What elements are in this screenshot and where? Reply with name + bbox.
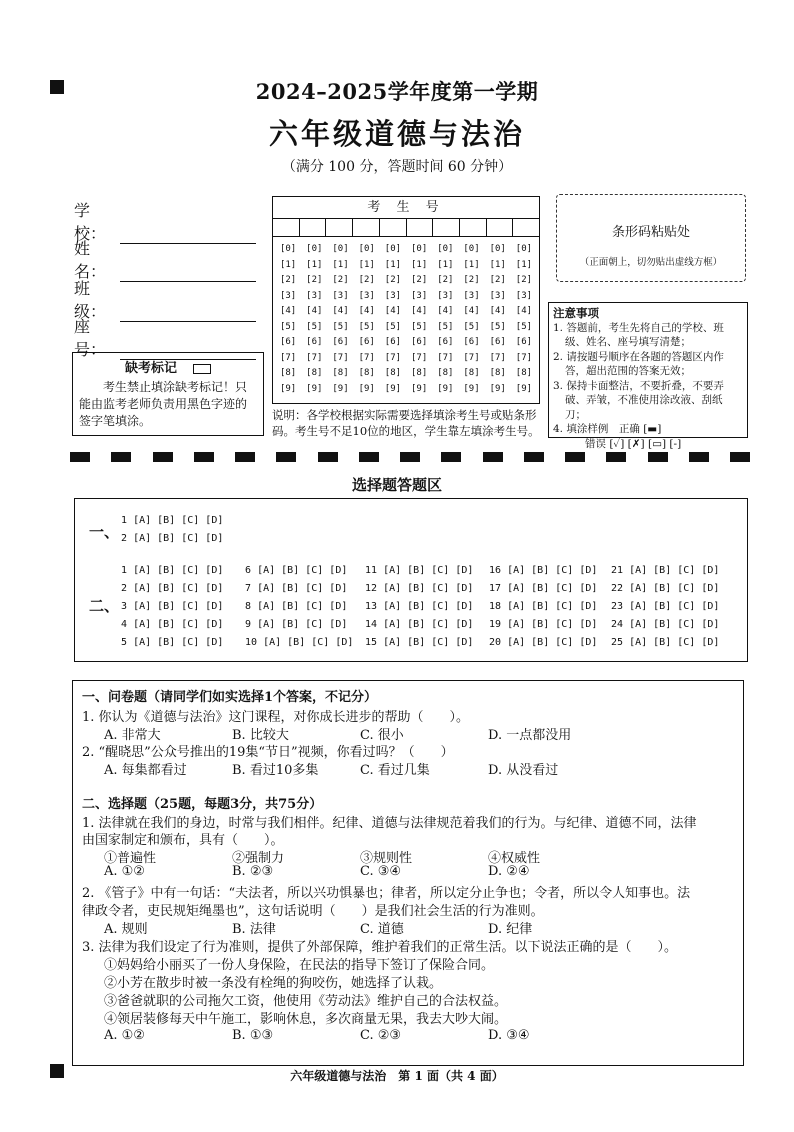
digit-bubble[interactable]: [6] — [358, 337, 375, 347]
exam-id-column[interactable] — [354, 242, 380, 397]
digit-bubble[interactable]: [3] — [515, 290, 533, 301]
notes-item: 2. 请按题号顺序在各题的答题区内作答，超出范围的答案无效； — [553, 350, 724, 377]
answer-row-p2[interactable] — [365, 619, 473, 630]
question-number: 1 — [121, 515, 128, 526]
exam-id-column[interactable] — [485, 242, 511, 397]
answer-row-p2[interactable] — [489, 583, 597, 594]
digit-bubble[interactable]: [8] — [463, 368, 480, 378]
notes-item: 3. 保持卡面整洁，不要折叠，不要弄破、弄皱，不准使用涂改液、刮纸刀； — [553, 379, 724, 421]
digit-bubble[interactable]: [9] — [489, 383, 506, 394]
absent-mark-checkbox[interactable] — [193, 364, 211, 374]
subject-title: 六年级道德与法治 — [268, 117, 525, 151]
digit-bubble[interactable]: [0] — [515, 244, 533, 254]
exam-id-column[interactable] — [458, 242, 484, 397]
digit-bubble[interactable]: [2] — [489, 275, 506, 285]
exam-id-column[interactable] — [406, 242, 432, 397]
question-number: 8 — [245, 601, 252, 612]
question-number: 23 — [611, 601, 624, 612]
section1-title: 一、问卷题（请同学们如实选择1个答案，不记分） — [82, 690, 378, 705]
option: C. ②③ — [360, 1028, 402, 1043]
q2-2-text: 2. 《管子》中有一句话：“夫法者，所以兴功惧暴也；律者，所以定分止争也；令者，所以令人知事也。法 — [82, 886, 691, 901]
notes-title: 注意事项 — [553, 306, 599, 320]
digit-bubble[interactable]: [8] — [410, 368, 428, 378]
question-number: 7 — [245, 583, 252, 594]
digit-bubble[interactable]: [1] — [332, 259, 349, 270]
q2-1-options — [104, 864, 616, 879]
exam-id-bubbles[interactable] — [273, 237, 539, 397]
answer-row-p2[interactable] — [365, 601, 473, 612]
question-number: 16 — [489, 565, 502, 576]
q2-2-options — [104, 918, 616, 937]
exam-id-note: 说明：各学校根据实际需要选择填涂考生号或贴条形码。考生号不足10位的地区，学生靠左填涂考生号。 — [272, 408, 540, 438]
digit-bubble[interactable]: [7] — [332, 352, 349, 363]
answer-row-p2[interactable] — [611, 583, 719, 594]
answer-row-p2[interactable] — [489, 637, 597, 648]
digit-bubble[interactable]: [4] — [489, 306, 506, 316]
digit-bubble[interactable]: [0] — [437, 244, 454, 254]
question-number: 5 — [121, 637, 128, 648]
digit-bubble[interactable]: [7] — [437, 352, 454, 363]
digit-bubble[interactable]: [9] — [358, 383, 375, 394]
digit-bubble[interactable]: [5] — [358, 321, 375, 332]
option: D. ③④ — [488, 1028, 530, 1043]
digit-bubble[interactable]: [2] — [463, 275, 480, 285]
q2-2-text-cont: 律政令者，吏民规矩绳墨也”，这句话说明（ ）是我们社会生活的行为准则。 — [82, 904, 544, 919]
digit-bubble[interactable]: [9] — [279, 383, 297, 394]
answer-sheet — [74, 498, 748, 662]
digit-bubble[interactable]: [8] — [437, 368, 454, 378]
exam-id-column[interactable] — [327, 242, 353, 397]
choice-bubbles[interactable]: [A] [B] [C] [D] — [383, 619, 474, 630]
option: A. 规则 — [104, 922, 148, 937]
option: A. ①② — [104, 1028, 145, 1043]
absent-mark-text: 考生禁止填涂缺考标记！只能由监考老师负责用黑色字迹的签字笔填涂。 — [79, 380, 248, 428]
question-number: 6 — [245, 565, 252, 576]
digit-bubble[interactable]: [6] — [306, 337, 323, 347]
digit-bubble[interactable]: [3] — [279, 290, 297, 301]
absent-mark-box — [72, 352, 264, 436]
digit-bubble[interactable]: [1] — [463, 259, 480, 270]
answer-row-p2[interactable] — [245, 583, 347, 594]
choice-bubbles[interactable]: [A] [B] [C] [D] — [629, 619, 720, 630]
question-number: 10 — [245, 637, 258, 648]
answer-row-p2[interactable] — [489, 601, 597, 612]
digit-bubble[interactable]: [7] — [306, 352, 323, 363]
digit-bubble[interactable]: [9] — [332, 383, 349, 394]
barcode-area — [556, 194, 746, 282]
question-number: 25 — [611, 637, 624, 648]
q2-3-statement: ②小芳在散步时被一条没有栓绳的狗咬伤，她选择了认栽。 — [104, 976, 443, 991]
digit-bubble[interactable]: [4] — [384, 306, 402, 316]
option: A. ①② — [104, 864, 145, 879]
choice-bubbles[interactable]: [A] [B] [C] [D] — [383, 637, 474, 648]
answer-row-p2[interactable] — [245, 637, 353, 648]
answer-row-p2[interactable] — [121, 583, 223, 594]
digit-bubble[interactable]: [9] — [463, 383, 480, 394]
exam-id-write-cells[interactable] — [273, 219, 539, 237]
digit-bubble[interactable]: [3] — [410, 290, 428, 301]
choice-bubbles[interactable]: [A] [B] [C] [D] — [629, 565, 720, 576]
q1-1-text: 1. 你认为《道德与法治》这门课程，对你成长进步的帮助（ ）。 — [82, 710, 470, 725]
answer-row-p1-2[interactable] — [121, 533, 223, 544]
part1-label: 一、 — [89, 523, 120, 541]
statement: ②强制力 — [232, 851, 285, 866]
choice-bubbles[interactable]: [A] [B] [C] [D] — [133, 583, 224, 594]
exam-id-column[interactable] — [301, 242, 327, 397]
question-number: 24 — [611, 619, 624, 630]
q2-3-statement: ④领居装修每天中午施工，影响休息，多次商量无果，我去大吵大闹。 — [104, 1012, 508, 1027]
digit-bubble[interactable]: [0] — [489, 244, 506, 254]
option: D. 从没看过 — [488, 763, 559, 778]
answer-row-p2[interactable] — [365, 583, 473, 594]
digit-bubble[interactable]: [0] — [332, 244, 349, 254]
question-number: 22 — [611, 583, 624, 594]
question-number: 13 — [365, 601, 378, 612]
digit-bubble[interactable]: [7] — [358, 352, 375, 363]
answer-row-p2[interactable] — [245, 565, 347, 576]
q2-1-text-cont: 由国家制定和颁布，具有（ ）。 — [82, 833, 284, 848]
digit-bubble[interactable]: [4] — [332, 306, 349, 316]
part2-label: 二、 — [89, 597, 120, 615]
digit-bubble[interactable]: [2] — [358, 275, 375, 285]
choice-bubbles[interactable]: [A] [B] [C] [D] — [133, 565, 224, 576]
statement: ③规则性 — [360, 851, 413, 866]
digit-bubble[interactable]: [2] — [332, 275, 349, 285]
option: B. ①③ — [232, 1028, 274, 1043]
answer-row-p2[interactable] — [121, 565, 223, 576]
digit-bubble[interactable]: [1] — [384, 259, 402, 270]
choice-bubbles[interactable]: [A] [B] [C] [D] — [383, 583, 474, 594]
digit-bubble[interactable]: [3] — [384, 290, 402, 301]
option: A. 每集都看过 — [104, 763, 187, 778]
digit-bubble[interactable]: [0] — [463, 244, 480, 254]
option: C. 看过几集 — [360, 763, 430, 778]
choice-bubbles[interactable]: [A] [B] [C] [D] — [263, 637, 354, 648]
option: C. 很小 — [360, 728, 404, 743]
digit-bubble[interactable]: [9] — [437, 383, 454, 394]
choice-bubbles[interactable]: [A] [B] [C] [D] — [507, 619, 598, 630]
q1-2-options — [104, 759, 616, 778]
option: C. 道德 — [360, 922, 404, 937]
answer-row-p2[interactable] — [121, 637, 223, 648]
section2-title: 二、选择题（25题，每题3分，共75分） — [82, 797, 323, 812]
absent-mark-title: 缺考标记 — [124, 361, 177, 376]
answer-row-p2[interactable] — [489, 565, 597, 576]
digit-bubble[interactable]: [3] — [358, 290, 375, 301]
option: B. 看过10多集 — [232, 763, 319, 778]
q2-3-options — [104, 1028, 616, 1043]
q1-2-text: 2. “醒晓思”公众号推出的19集“节日”视频，你看过吗？（ ） — [82, 745, 454, 760]
digit-bubble[interactable]: [2] — [410, 275, 428, 285]
choice-bubbles[interactable]: [A] [B] [C] [D] — [507, 637, 598, 648]
option: C. ③④ — [360, 864, 402, 879]
question-number: 21 — [611, 565, 624, 576]
digit-bubble[interactable]: [7] — [279, 352, 297, 363]
digit-bubble[interactable]: [0] — [279, 244, 297, 254]
answer-row-p2[interactable] — [121, 601, 223, 612]
name-label: 姓名： — [74, 239, 107, 281]
choice-bubbles[interactable]: [A] [B] [C] [D] — [133, 619, 224, 630]
q2-3-statement: ①妈妈给小丽买了一份人身保险，在民法的指导下签订了保险合同。 — [104, 958, 495, 973]
digit-bubble[interactable]: [6] — [410, 337, 428, 347]
digit-bubble[interactable]: [0] — [306, 244, 323, 254]
answer-row-p2[interactable] — [365, 565, 473, 576]
answer-row-p2[interactable] — [489, 619, 597, 630]
question-number: 4 — [121, 619, 128, 630]
digit-bubble[interactable]: [1] — [437, 259, 454, 270]
digit-bubble[interactable]: [3] — [437, 290, 454, 301]
notes-wrong-example: 错误 [✓] [✗] [▭] [-] — [585, 437, 682, 450]
choice-bubbles[interactable]: [A] [B] [C] [D] — [257, 565, 348, 576]
notes-item: 1. 答题前，考生先将自己的学校、班级、姓名、座号填写清楚； — [553, 321, 724, 348]
choice-bubbles[interactable]: [A] [B] [C] [D] — [507, 565, 598, 576]
question-number: 11 — [365, 565, 378, 576]
option: B. ②③ — [232, 864, 274, 879]
digit-bubble[interactable]: [6] — [515, 337, 533, 347]
digit-bubble[interactable]: [4] — [515, 306, 533, 316]
question-number: 12 — [365, 583, 378, 594]
digit-bubble[interactable]: [8] — [279, 368, 297, 378]
notes-box — [548, 302, 748, 450]
notes-item: 4. 填涂样例 正确 [▬] — [553, 423, 662, 435]
option: B. 法律 — [232, 922, 276, 937]
exam-id-column[interactable] — [380, 242, 406, 397]
exam-id-column[interactable] — [511, 242, 537, 397]
exam-id-column[interactable] — [275, 242, 301, 397]
choice-bubbles[interactable]: [A] [B] [C] [D] — [257, 601, 348, 612]
question-number: 19 — [489, 619, 502, 630]
digit-bubble[interactable]: [0] — [358, 244, 375, 254]
answer-row-p2[interactable] — [245, 619, 347, 630]
option: D. 纪律 — [488, 922, 533, 937]
q2-3-text: 3. 法律为我们设定了行为准则，提供了外部保障，维护着我们的正常生活。以下说法正确的是（ ）。 — [82, 940, 678, 955]
question-number: 20 — [489, 637, 502, 648]
q2-3-statement: ③爸爸就职的公司拖欠工资，他使用《劳动法》维护自己的合法权益。 — [104, 994, 508, 1009]
digit-bubble[interactable]: [5] — [410, 321, 428, 332]
digit-bubble[interactable]: [6] — [463, 337, 480, 347]
question-number: 14 — [365, 619, 378, 630]
question-number: 18 — [489, 601, 502, 612]
answer-row-p1-1[interactable] — [121, 515, 223, 526]
question-number: 17 — [489, 583, 502, 594]
digit-bubble[interactable]: [6] — [437, 337, 454, 347]
digit-bubble[interactable]: [2] — [515, 275, 533, 285]
digit-bubble[interactable]: [5] — [437, 321, 454, 332]
option: A. 非常大 — [104, 728, 161, 743]
option: D. 一点都没用 — [488, 728, 572, 743]
digit-bubble[interactable]: [5] — [463, 321, 480, 332]
choice-bubbles[interactable]: [A] [B] [C] [D] — [629, 601, 720, 612]
digit-bubble[interactable]: [7] — [489, 352, 506, 363]
digit-bubble[interactable]: [6] — [279, 337, 297, 347]
answer-row-p2[interactable] — [365, 637, 473, 648]
option: B. 比较大 — [232, 728, 289, 743]
digit-bubble[interactable]: [8] — [515, 368, 533, 378]
choice-bubbles[interactable]: [A] [B] [C] [D] — [133, 533, 224, 544]
question-number: 2 — [121, 583, 128, 594]
digit-bubble[interactable]: [3] — [332, 290, 349, 301]
digit-bubble[interactable]: [7] — [410, 352, 428, 363]
digit-bubble[interactable]: [5] — [306, 321, 323, 332]
q2-1-text: 1. 法律就在我们的身边，时常与我们相伴。纪律、道德与法律规范着我们的行为。与纪律、道德不同，法律 — [82, 816, 697, 831]
digit-bubble[interactable]: [5] — [515, 321, 533, 332]
digit-bubble[interactable]: [4] — [463, 306, 480, 316]
score-time: （满分 100 分，答题时间 60 分钟） — [281, 159, 513, 175]
digit-bubble[interactable]: [9] — [306, 383, 323, 394]
digit-bubble[interactable]: [4] — [279, 306, 297, 316]
digit-bubble[interactable]: [7] — [384, 352, 402, 363]
choice-bubbles[interactable]: [A] [B] [C] [D] — [383, 601, 474, 612]
digit-bubble[interactable]: [8] — [306, 368, 323, 378]
digit-bubble[interactable]: [4] — [358, 306, 375, 316]
digit-bubble[interactable]: [0] — [410, 244, 428, 254]
question-number: 2 — [121, 533, 128, 544]
digit-bubble[interactable]: [3] — [463, 290, 480, 301]
digit-bubble[interactable]: [3] — [489, 290, 506, 301]
digit-bubble[interactable]: [1] — [279, 259, 297, 270]
digit-bubble[interactable]: [5] — [279, 321, 297, 332]
digit-bubble[interactable]: [8] — [489, 368, 506, 378]
answer-area-title: 选择题答题区 — [351, 476, 442, 494]
statement: ④权威性 — [488, 851, 541, 866]
digit-bubble[interactable]: [5] — [489, 321, 506, 332]
digit-bubble[interactable]: [7] — [463, 352, 480, 363]
exam-id-column[interactable] — [432, 242, 458, 397]
barcode-title: 条形码粘贴处 — [611, 225, 690, 240]
digit-bubble[interactable]: [8] — [384, 368, 402, 378]
digit-bubble[interactable]: [1] — [358, 259, 375, 270]
choice-bubbles[interactable]: [A] [B] [C] [D] — [507, 601, 598, 612]
digit-bubble[interactable]: [9] — [410, 383, 428, 394]
digit-bubble[interactable]: [2] — [306, 275, 323, 285]
barcode-hint: （正面朝上，切勿贴出虚线方框） — [579, 257, 723, 268]
answer-row-p2[interactable] — [611, 619, 719, 630]
choice-bubbles[interactable]: [A] [B] [C] [D] — [133, 515, 224, 526]
digit-bubble[interactable]: [3] — [306, 290, 323, 301]
statement: ①普遍性 — [104, 851, 157, 866]
digit-bubble[interactable]: [5] — [384, 321, 402, 332]
digit-bubble[interactable]: [4] — [410, 306, 428, 316]
choice-bubbles[interactable]: [A] [B] [C] [D] — [507, 583, 598, 594]
exam-id-title: 考 生 号 — [273, 197, 539, 219]
digit-bubble[interactable]: [7] — [515, 352, 533, 363]
question-number: 9 — [245, 619, 252, 630]
school-label: 学校： — [74, 201, 107, 243]
digit-bubble[interactable]: [5] — [332, 321, 349, 332]
option: D. ②④ — [488, 864, 530, 879]
choice-bubbles[interactable]: [A] [B] [C] [D] — [629, 583, 720, 594]
digit-bubble[interactable]: [4] — [437, 306, 454, 316]
exam-id-grid — [272, 196, 540, 404]
digit-bubble[interactable]: [2] — [279, 275, 297, 285]
choice-bubbles[interactable]: [A] [B] [C] [D] — [383, 565, 474, 576]
answer-row-p2[interactable] — [245, 601, 347, 612]
question-number: 15 — [365, 637, 378, 648]
question-number: 3 — [121, 601, 128, 612]
digit-bubble[interactable]: [8] — [332, 368, 349, 378]
digit-bubble[interactable]: [8] — [358, 368, 375, 378]
choice-bubbles[interactable]: [A] [B] [C] [D] — [133, 637, 224, 648]
digit-bubble[interactable]: [2] — [437, 275, 454, 285]
digit-bubble[interactable]: [9] — [384, 383, 402, 394]
term-title: 2024–2025学年度第一学期 — [255, 79, 539, 104]
digit-bubble[interactable]: [6] — [332, 337, 349, 347]
choice-bubbles[interactable]: [A] [B] [C] [D] — [257, 583, 348, 594]
page-footer: 六年级道德与法治 第 1 面（共 4 面） — [290, 1069, 504, 1083]
class-label: 班级： — [74, 279, 107, 321]
seat-label: 座号： — [74, 317, 107, 359]
answer-row-p2[interactable] — [121, 619, 223, 630]
answer-row-p2[interactable] — [611, 565, 719, 576]
digit-bubble[interactable]: [1] — [306, 259, 323, 270]
digit-bubble[interactable]: [1] — [489, 259, 506, 270]
answer-row-p2[interactable] — [611, 601, 719, 612]
digit-bubble[interactable]: [6] — [384, 337, 402, 347]
digit-bubble[interactable]: [1] — [410, 259, 428, 270]
digit-bubble[interactable]: [9] — [515, 383, 533, 394]
digit-bubble[interactable]: [2] — [384, 275, 402, 285]
question-number: 1 — [121, 565, 128, 576]
choice-bubbles[interactable]: [A] [B] [C] [D] — [133, 601, 224, 612]
answer-row-p2[interactable] — [611, 637, 719, 648]
choice-bubbles[interactable]: [A] [B] [C] [D] — [629, 637, 720, 648]
digit-bubble[interactable]: [1] — [515, 259, 533, 270]
digit-bubble[interactable]: [4] — [306, 306, 323, 316]
choice-bubbles[interactable]: [A] [B] [C] [D] — [257, 619, 348, 630]
dashed-divider — [70, 452, 750, 462]
digit-bubble[interactable]: [6] — [489, 337, 506, 347]
absent-mark-header — [73, 357, 263, 376]
digit-bubble[interactable]: [0] — [384, 244, 402, 254]
